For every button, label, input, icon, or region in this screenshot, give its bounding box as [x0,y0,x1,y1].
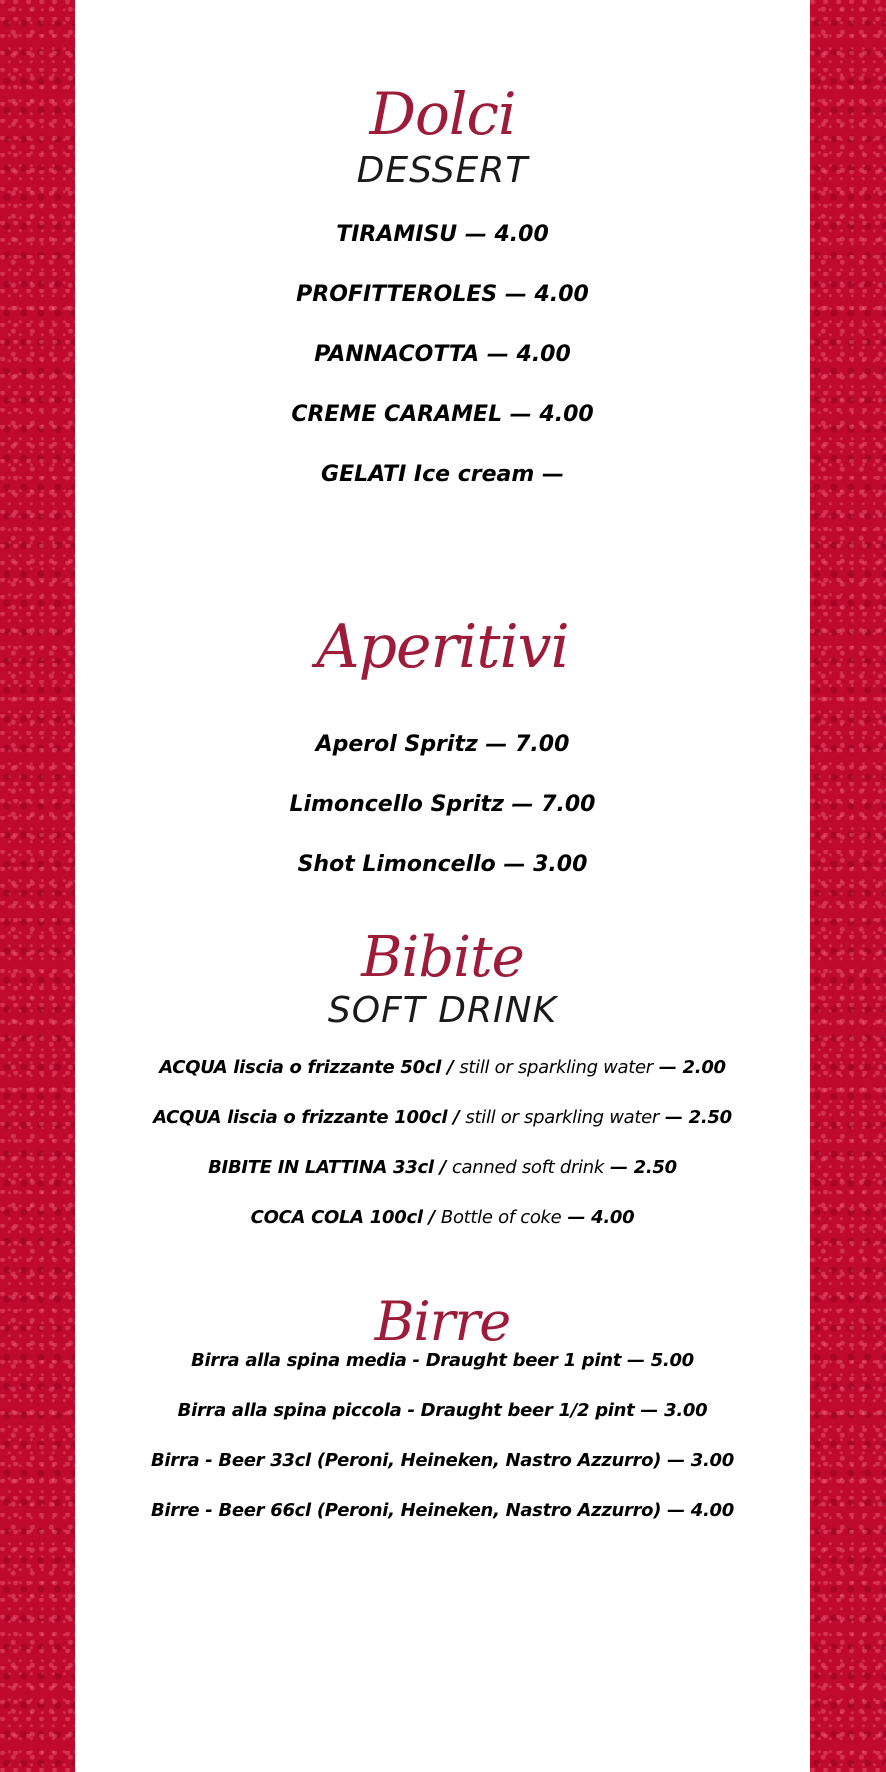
item-price: — 4.00 [567,1207,635,1228]
menu-item-gelati: GELATI Ice cream — [321,462,564,487]
menu-item-coca-cola [75,1207,810,1228]
aperitivi-title: Aperitivi [316,612,569,682]
item-price: — 2.50 [665,1107,732,1128]
menu-item-acqua-50cl [75,1057,810,1078]
item-name: ACQUA liscia o frizzante 100cl / [153,1107,460,1128]
item-name: BIBITE IN LATTINA 33cl / [208,1157,446,1178]
bibite-subtitle: SOFT DRINK [327,990,558,1031]
birre-title: Birre [374,1290,511,1353]
menu-item-birra-66cl: Birre - Beer 66cl (Peroni, Heineken, Nastro Azzurro) — 4.00 [150,1500,734,1521]
menu-item-acqua-100cl [75,1107,810,1128]
item-price: — 2.00 [658,1057,726,1078]
menu-item-tiramisu: TIRAMISU — 4.00 [336,222,549,247]
item-description: canned soft drink [451,1157,604,1178]
left-border-texture [0,0,75,1772]
item-description: still or sparkling water [465,1107,660,1128]
menu-panel [75,0,810,1772]
bibite-title: Bibite [361,925,524,990]
item-name: COCA COLA 100cl / [250,1207,435,1228]
menu-item-limoncello-spritz: Limoncello Spritz — 7.00 [289,792,596,817]
menu-item-bibite-lattina [75,1157,810,1178]
item-price: — 2.50 [609,1157,677,1178]
menu-item-pannacotta: PANNACOTTA — 4.00 [314,342,571,367]
dolci-subtitle: DESSERT [356,150,529,191]
menu-item-profitteroles: PROFITTEROLES — 4.00 [296,282,589,307]
menu-item-aperol-spritz: Aperol Spritz — 7.00 [315,732,570,757]
menu-item-shot-limoncello: Shot Limoncello — 3.00 [297,852,588,877]
item-description: Bottle of coke [440,1207,562,1228]
menu-item-birra-33cl: Birra - Beer 33cl (Peroni, Heineken, Nastro Azzurro) — 3.00 [151,1450,734,1471]
menu-item-birra-piccola: Birra alla spina piccola - Draught beer 1/2 pint — 3.00 [177,1400,708,1421]
right-border-texture [810,0,886,1772]
menu-item-birra-media: Birra alla spina media - Draught beer 1 pint — 5.00 [191,1350,694,1371]
menu-item-creme-caramel: CREME CARAMEL — 4.00 [291,402,594,427]
dolci-title: Dolci [369,80,516,148]
item-description: still or sparkling water [459,1057,653,1078]
item-name: ACQUA liscia o frizzante 50cl / [159,1057,454,1078]
